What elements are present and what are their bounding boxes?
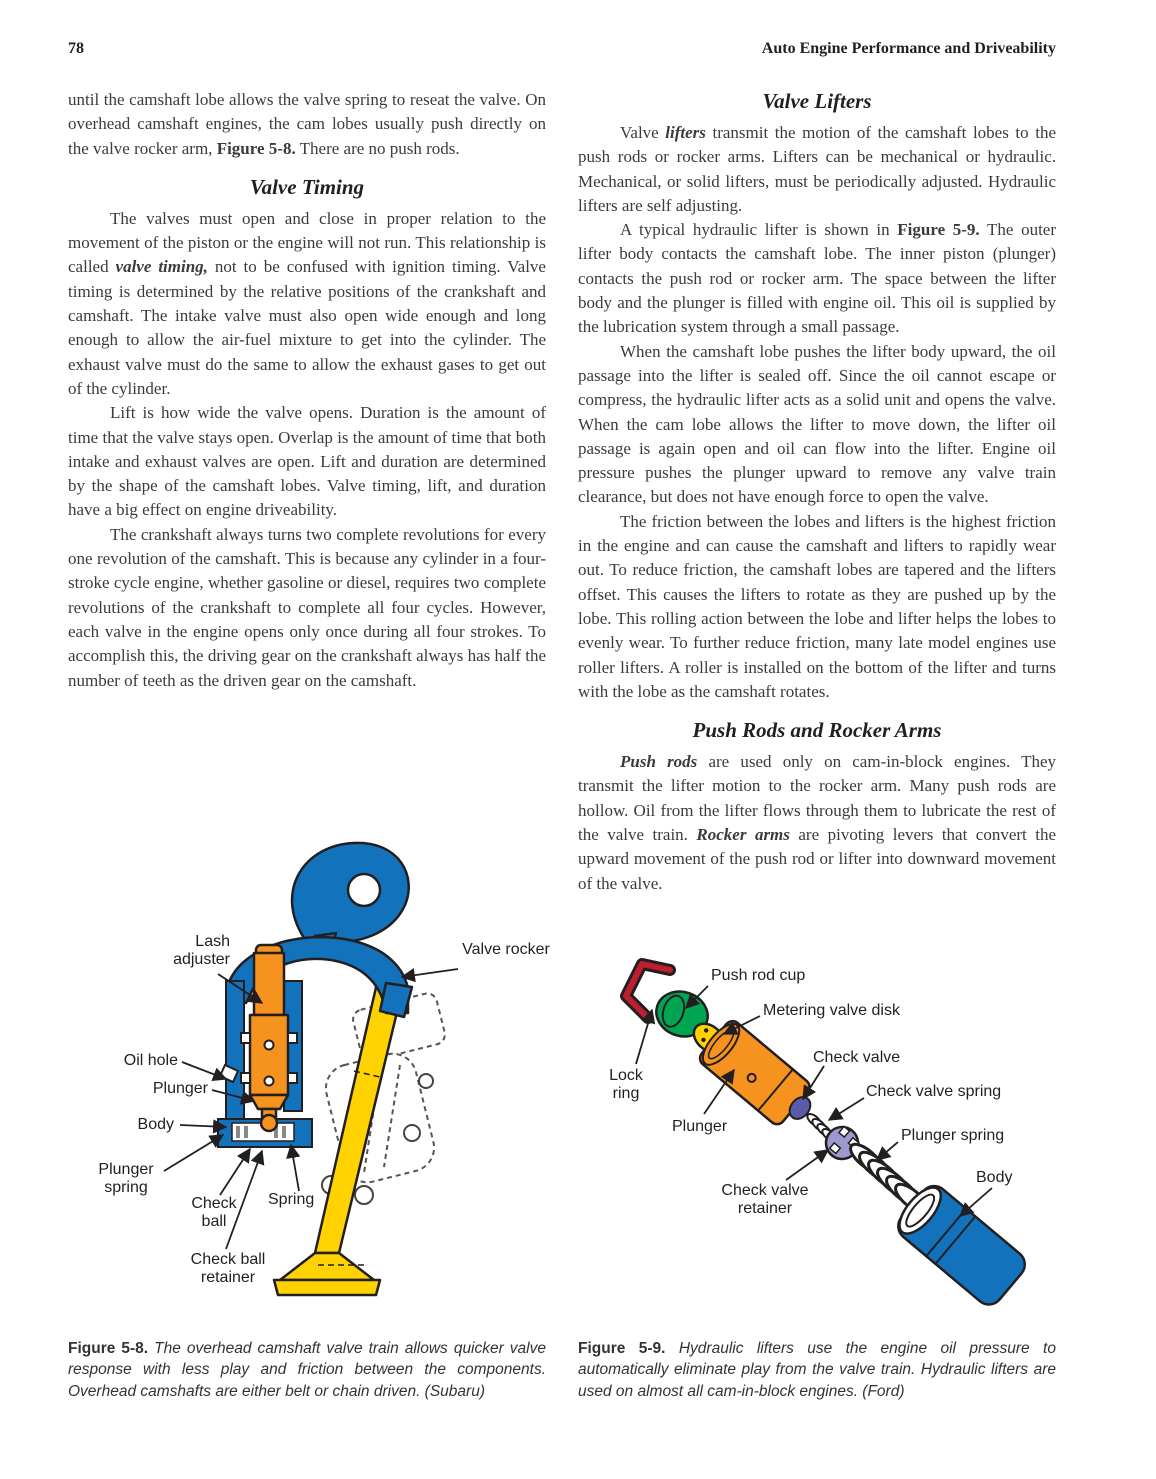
running-header: [68, 40, 1056, 62]
paragraph-lifters-1: Valve lifters transmit the motion of the camshaft lobes to the push rods or rocker arms. Lifters can be mechanical or hydraulic. Mechanical, or solid lifters, must be periodically adjusted. Hydraulic lifters are self adjusting.: [578, 123, 1056, 215]
figure59-label-plunger: Plunger: [672, 1118, 728, 1135]
paragraph-lifters-3: When the camshaft lobe pushes the lifter body upward, the oil passage into the lifter is sealed off. Since the oil cannot escape or compress, the hydraulic lifter acts as a solid unit and opens the valve. When the cam lobe allows the lifter to move down, the lifter oil passage is again open and oil can flow into the lifter. Engine oil pressure pushes the plunger upward to remove any valve train clearance, but does not have enough force to open the valve.: [578, 341, 1056, 507]
running-title: Auto Engine Performance and Driveability: [761, 40, 1056, 57]
figure58-label-plunger: Plunger: [152, 1080, 208, 1097]
figure59-label-push-rod-cup: Push rod cup: [711, 967, 806, 984]
figure59-label-body: Body: [976, 1169, 1013, 1186]
heading-push-rods: Push Rods and Rocker Arms: [692, 718, 942, 743]
figure58-label-spring: Spring: [268, 1191, 315, 1208]
figure58-label-check-ball: Check ball: [191, 1195, 237, 1230]
figure-5-9: [578, 952, 1056, 1312]
figure59-label-plunger-spring: Plunger spring: [901, 1127, 1005, 1144]
figure58-label-lash-adjuster: Lash adjuster: [173, 933, 230, 968]
figure-5-9-caption: Figure 5-9. Hydraulic lifters use the engine oil pressure to automatically eliminate play from the valve train. Hydraulic lifters are used on almost all cam-in-block engines. (Ford): [578, 1339, 1056, 1400]
figure-5-8-caption: Figure 5-8. The overhead camshaft valve train allows quicker valve response with less play and friction between the components. Overhead camshafts are either belt or chain driven. (Subaru): [68, 1339, 546, 1400]
rocker-pivot-hole: [348, 874, 380, 906]
paragraph-valve-timing-3: The crankshaft always turns two complete revolutions for every one revolution of the camshaft. This is because any cylinder in a four-stroke cycle engine, whether gasoline or diesel, requires two complete revolutions of the crankshaft to complete all four cycles. However, each valve in the engine opens only once during all four strokes. To accomplish this, the driving gear on the crankshaft always has half the number of teeth as the driven gear on the camshaft.: [68, 524, 546, 690]
paragraph-intro: until the camshaft lobe allows the valve spring to reseat the valve. On overhead camshaft engines, the cam lobes usually push directly on the valve rocker arm, Figure 5-8. There are no push rods.: [68, 90, 546, 158]
paragraph-valve-timing-1: The valves must open and close in proper relation to the movement of the piston or the engine will not run. This relationship is called valve timing, not to be confused with ignition timing. Valve timing is determined by the relative positions of the crankshaft and camshaft. The intake valve must also open wide enough and long enough to allow the air-fuel mixture to get into the cylinder. The exhaust valve must do the same to allow the exhaust gases to get out of the cylinder.: [68, 208, 546, 398]
figure59-label-check-valve: Check valve: [813, 1049, 901, 1066]
figure59-label-metering-valve-disk: Metering valve disk: [763, 1002, 900, 1019]
paragraph-lifters-4: The friction between the lobes and lifters is the highest friction in the engine and can cause the camshaft and lifters to rapidly wear out. To reduce friction, the camshaft lobes are tapered and the lifters offset. This causes the lifters to rotate as they are pushed up by the lobe. This rolling action between the lobe and lifter helps the lobes to evenly wear. To further reduce friction, many late model engines use roller lifters. A roller is installed on the bottom of the lifter and turns with the lobe as the camshaft rotates.: [578, 511, 1056, 701]
figure58-label-valve-rocker: Valve rocker: [462, 941, 550, 958]
page-number: 78: [68, 40, 84, 57]
figure58-label-plunger-spring: Plunger spring: [98, 1161, 154, 1196]
figure-5-8: [68, 833, 550, 1313]
figure-5-8-diagram: [68, 833, 546, 1313]
paragraph-valve-timing-2: Lift is how wide the valve opens. Duration is the amount of time that the valve stays open. Overlap is the amount of time that both intake and exhaust valves are open. Lift and duration are determined by the shape of the camshaft lobes. Valve timing, lift, and duration have a big effect on engine driveability.: [68, 403, 546, 520]
figure59-label-lock-ring: Lock ring: [609, 1067, 643, 1102]
paragraph-lifters-2: A typical hydraulic lifter is shown in Figure 5-9. The outer lifter body contacts the camshaft lobe. The inner piston (plunger) contacts the push rod or rocker arm. The space between the lifter body and the plunger is filled with engine oil. This oil is supplied by the lubrication system through a small passage.: [578, 220, 1056, 337]
figure59-label-check-valve-spring: Check valve spring: [866, 1083, 1002, 1100]
left-column: [68, 88, 546, 693]
heading-valve-lifters: Valve Lifters: [762, 89, 872, 113]
figure58-label-check-ball-retainer: Check ball retainer: [190, 1251, 266, 1286]
heading-valve-timing: Valve Timing: [249, 174, 365, 199]
paragraph-push-rods: Push rods are used only on cam-in-block engines. They transmit the lifter motion to the rocker arm. Many push rods are hollow. Oil from the lifter flows through them to lubricate the rest of the valve train. Rocker arms are pivoting levers that convert the upward movement of the push rod or lifter into downward movement of the valve.: [578, 752, 1057, 893]
figure58-label-body: Body: [137, 1116, 174, 1133]
lash-adjuster-shape: [250, 945, 288, 1131]
figure59-label-check-valve-retainer: Check valve retainer: [721, 1182, 809, 1217]
right-column: [578, 88, 1056, 896]
figure58-label-oil-hole: Oil hole: [123, 1052, 178, 1069]
